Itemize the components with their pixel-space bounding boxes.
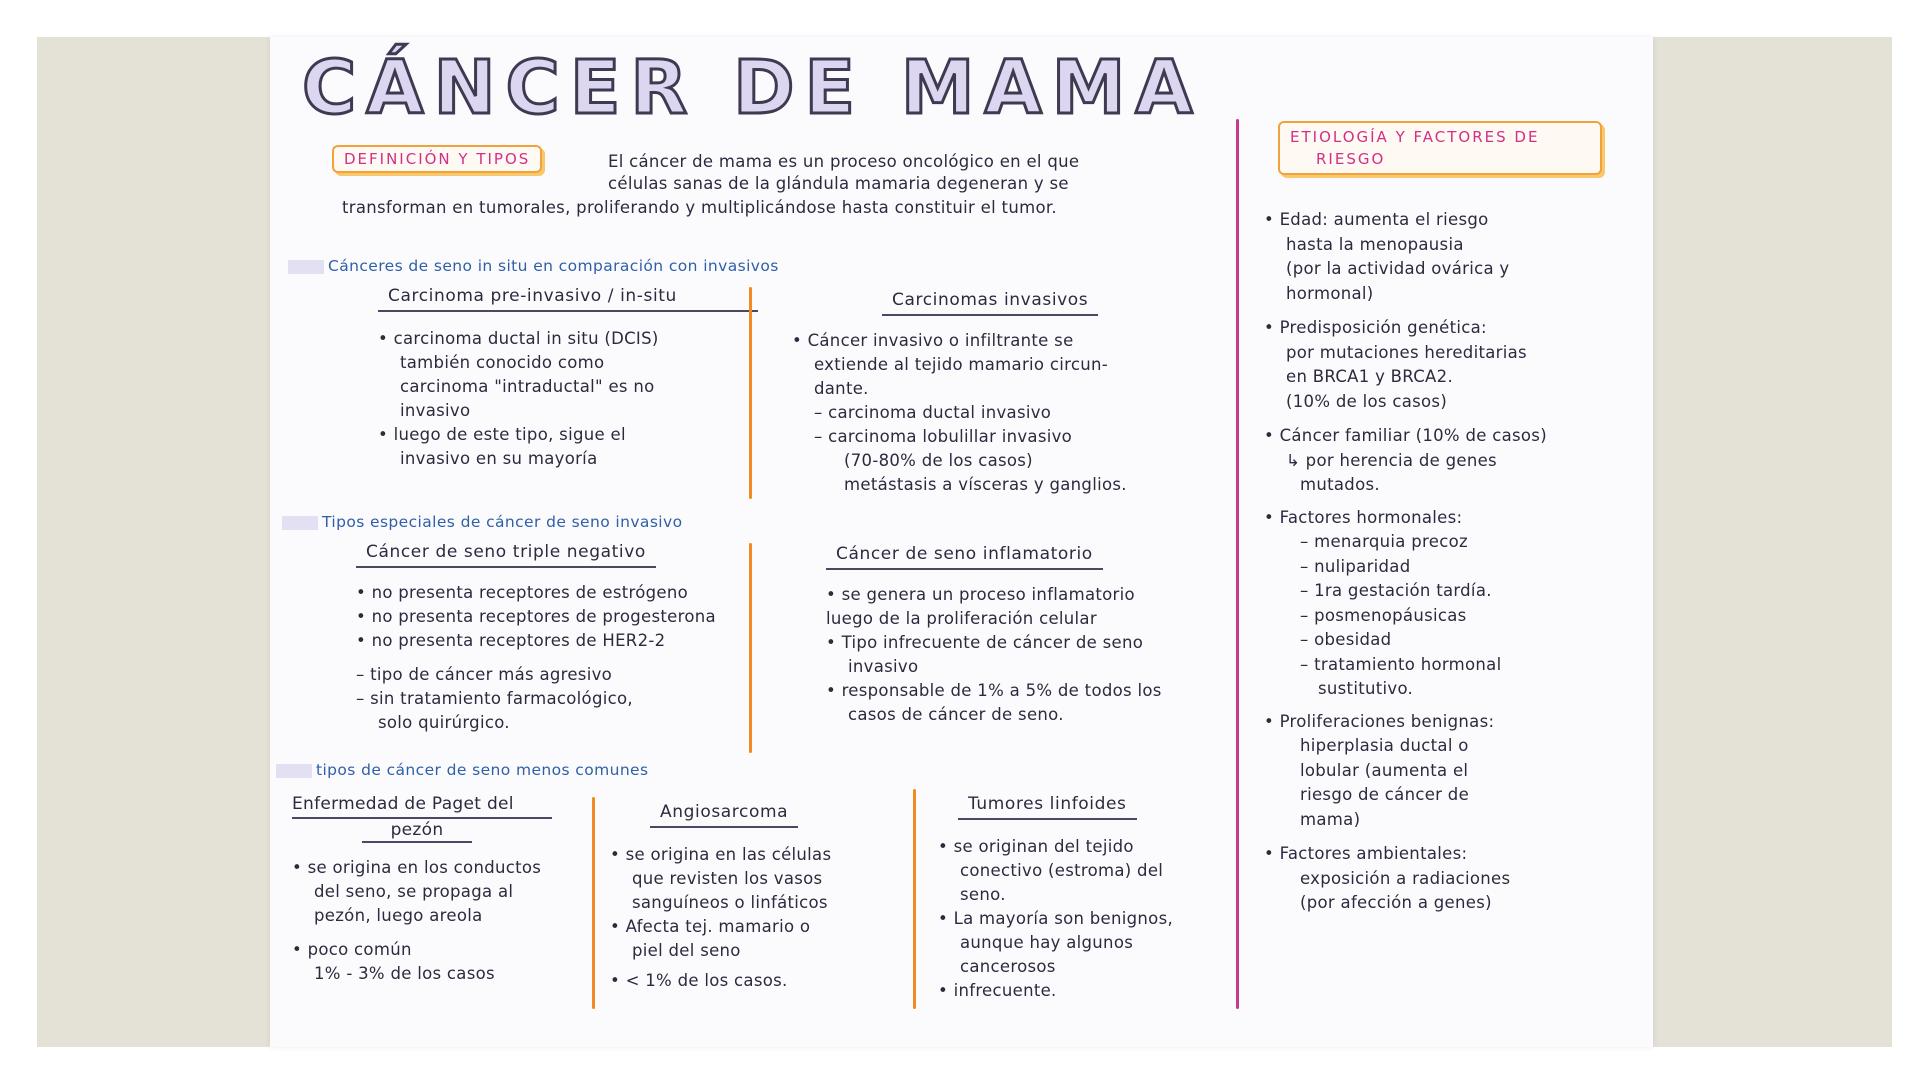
- paget-item: • poco común: [292, 940, 412, 959]
- invasive-item: – carcinoma ductal invasivo: [814, 403, 1052, 422]
- etiology-item: – posmenopáusicas: [1300, 605, 1467, 625]
- paget-item: pezón, luego areola: [314, 906, 483, 925]
- angiosarcoma-item: que revisten los vasos: [632, 869, 823, 888]
- triple-negative-item: • no presenta receptores de progesterona: [356, 607, 716, 626]
- page-title: CÁNCER DE MAMA: [302, 45, 1203, 131]
- paget-item: 1% - 3% de los casos: [314, 964, 495, 983]
- invasive-item: extiende al tejido mamario circun-: [814, 355, 1108, 374]
- section-label: tipos de cáncer de seno menos comunes: [316, 761, 649, 779]
- paget-heading-2: pezón: [362, 819, 472, 843]
- triple-negative-heading: Cáncer de seno triple negativo: [356, 541, 656, 568]
- insitu-item: invasivo: [400, 401, 471, 420]
- etiology-item: por mutaciones hereditarias: [1286, 342, 1527, 362]
- invasive-column: [792, 289, 1212, 498]
- angiosarcoma-item: • se origina en las células: [610, 845, 832, 864]
- lymphoid-item: aunque hay algunos: [960, 933, 1134, 952]
- lymphoid-item: conectivo (estroma) del: [960, 861, 1164, 880]
- etiology-item: (por la actividad ovárica y: [1286, 259, 1510, 278]
- etiology-item: mutados.: [1300, 475, 1380, 494]
- inflammatory-item: luego de la proliferación celular: [826, 609, 1097, 628]
- insitu-column: [378, 285, 758, 472]
- definition-line-3: transforman en tumorales, proliferando y multiplicándose hasta constituir el tumor.: [342, 198, 1057, 217]
- divider-orange: [749, 543, 752, 753]
- etiology-item: – nuliparidad: [1300, 556, 1411, 576]
- section-special-invasive: [282, 513, 682, 531]
- notes-sheet: [270, 37, 1653, 1047]
- invasive-item: • Cáncer invasivo o infiltrante se: [792, 331, 1074, 350]
- invasive-item: – carcinoma lobulillar invasivo: [814, 427, 1073, 446]
- divider-orange: [592, 797, 595, 1009]
- etiology-item: – obesidad: [1300, 630, 1392, 649]
- etiology-item: en BRCA1 y BRCA2.: [1286, 367, 1453, 386]
- etiology-item: hormonal): [1286, 283, 1374, 303]
- paget-column: [292, 793, 552, 987]
- inflammatory-item: • responsable de 1% a 5% de todos los: [826, 681, 1162, 700]
- paget-item: • se origina en los conductos: [292, 858, 542, 877]
- triple-negative-item: – sin tratamiento farmacológico,: [356, 689, 633, 708]
- lymphoid-item: cancerosos: [960, 957, 1056, 976]
- triple-negative-item: • no presenta receptores de HER2-2: [356, 631, 666, 650]
- etiology-item: riesgo de cáncer de: [1300, 785, 1470, 804]
- etiology-item: – 1ra gestación tardía.: [1300, 581, 1492, 600]
- triple-negative-item: solo quirúrgico.: [378, 713, 510, 732]
- etiology-item: • Predisposición genética:: [1264, 318, 1487, 337]
- etiology-item: • Proliferaciones benignas:: [1264, 711, 1495, 731]
- triple-negative-item: – tipo de cáncer más agresivo: [356, 665, 613, 684]
- highlight-mark: [276, 764, 312, 778]
- etiology-item: lobular (aumenta el: [1300, 760, 1469, 780]
- inflammatory-item: invasivo: [848, 657, 919, 676]
- angiosarcoma-column: [610, 801, 870, 994]
- etiology-item: • Edad: aumenta el riesgo: [1264, 210, 1489, 229]
- lymphoid-heading: Tumores linfoides: [958, 793, 1137, 820]
- highlight-mark: [282, 516, 318, 530]
- insitu-item: • carcinoma ductal in situ (DCIS): [378, 329, 659, 348]
- etiology-list: [1264, 209, 1634, 917]
- inflammatory-item: casos de cáncer de seno.: [848, 705, 1064, 724]
- highlight-mark: [288, 260, 324, 274]
- definition-line-2: células sanas de la glándula mamaria degeneran y se: [608, 174, 1069, 193]
- definition-line-1: El cáncer de mama es un proceso oncológico en el que: [608, 152, 1080, 171]
- invasive-item: dante.: [814, 379, 869, 398]
- etiology-item: – tratamiento hormonal: [1300, 654, 1502, 674]
- etiology-label: [1278, 121, 1602, 175]
- triple-negative-item: • no presenta receptores de estrógeno: [356, 583, 688, 602]
- etiology-item: – menarquia precoz: [1300, 532, 1468, 551]
- etiology-item: sustitutivo.: [1318, 679, 1414, 698]
- insitu-item: • luego de este tipo, sigue el: [378, 425, 626, 444]
- paget-item: del seno, se propaga al: [314, 882, 514, 901]
- divider-orange: [913, 789, 916, 1009]
- etiology-label-line-2: RIESGO: [1316, 150, 1386, 168]
- inflammatory-column: [826, 543, 1226, 728]
- invasive-item: (70-80% de los casos): [844, 451, 1033, 470]
- invasive-item: metástasis a vísceras y ganglios.: [844, 475, 1127, 494]
- invasive-heading: Carcinomas invasivos: [882, 289, 1098, 316]
- etiology-item: ↳ por herencia de genes: [1286, 450, 1497, 470]
- divider-pink: [1236, 119, 1239, 1009]
- triple-negative-column: [356, 541, 746, 736]
- etiology-item: hiperplasia ductal o: [1300, 736, 1469, 755]
- insitu-item: carcinoma "intraductal" es no: [400, 377, 655, 396]
- insitu-item: también conocido como: [400, 353, 605, 372]
- etiology-item: • Factores hormonales:: [1264, 507, 1463, 527]
- etiology-item: • Cáncer familiar (10% de casos): [1264, 426, 1547, 445]
- etiology-item: hasta la menopausia: [1286, 234, 1464, 254]
- section-label: Cánceres de seno in situ en comparación con invasivos: [328, 257, 779, 275]
- etiology-item: (10% de los casos): [1286, 391, 1448, 411]
- inflammatory-item: • Tipo infrecuente de cáncer de seno: [826, 633, 1144, 652]
- definition-label: DEFINICIÓN Y TIPOS: [332, 145, 542, 173]
- inflammatory-item: • se genera un proceso inflamatorio: [826, 585, 1135, 604]
- section-insitu-vs-invasive: [288, 257, 779, 275]
- angiosarcoma-item: • < 1% de los casos.: [610, 971, 788, 990]
- section-label: Tipos especiales de cáncer de seno invasivo: [322, 513, 683, 531]
- etiology-item: exposición a radiaciones: [1300, 868, 1511, 888]
- lymphoid-column: [938, 793, 1228, 1004]
- section-less-common: [276, 761, 648, 779]
- etiology-item: mama): [1300, 809, 1361, 829]
- lymphoid-item: • se originan del tejido: [938, 837, 1134, 856]
- angiosarcoma-heading: Angiosarcoma: [650, 801, 798, 828]
- inflammatory-heading: Cáncer de seno inflamatorio: [826, 543, 1103, 570]
- etiology-item: (por afección a genes): [1300, 893, 1492, 912]
- etiology-item: • Factores ambientales:: [1264, 844, 1468, 863]
- lymphoid-item: • infrecuente.: [938, 981, 1057, 1000]
- insitu-item: invasivo en su mayoría: [400, 449, 598, 468]
- lymphoid-item: • La mayoría son benignos,: [938, 909, 1174, 928]
- angiosarcoma-item: • Afecta tej. mamario o: [610, 917, 811, 936]
- angiosarcoma-item: sanguíneos o linfáticos: [632, 893, 828, 912]
- angiosarcoma-item: piel del seno: [632, 941, 741, 960]
- paget-heading: Enfermedad de Paget del: [292, 793, 552, 819]
- etiology-label-line-1: ETIOLOGÍA Y FACTORES DE: [1290, 128, 1540, 146]
- insitu-heading: Carcinoma pre-invasivo / in-situ: [378, 285, 758, 312]
- lymphoid-item: seno.: [960, 885, 1006, 904]
- divider-orange: [749, 287, 752, 499]
